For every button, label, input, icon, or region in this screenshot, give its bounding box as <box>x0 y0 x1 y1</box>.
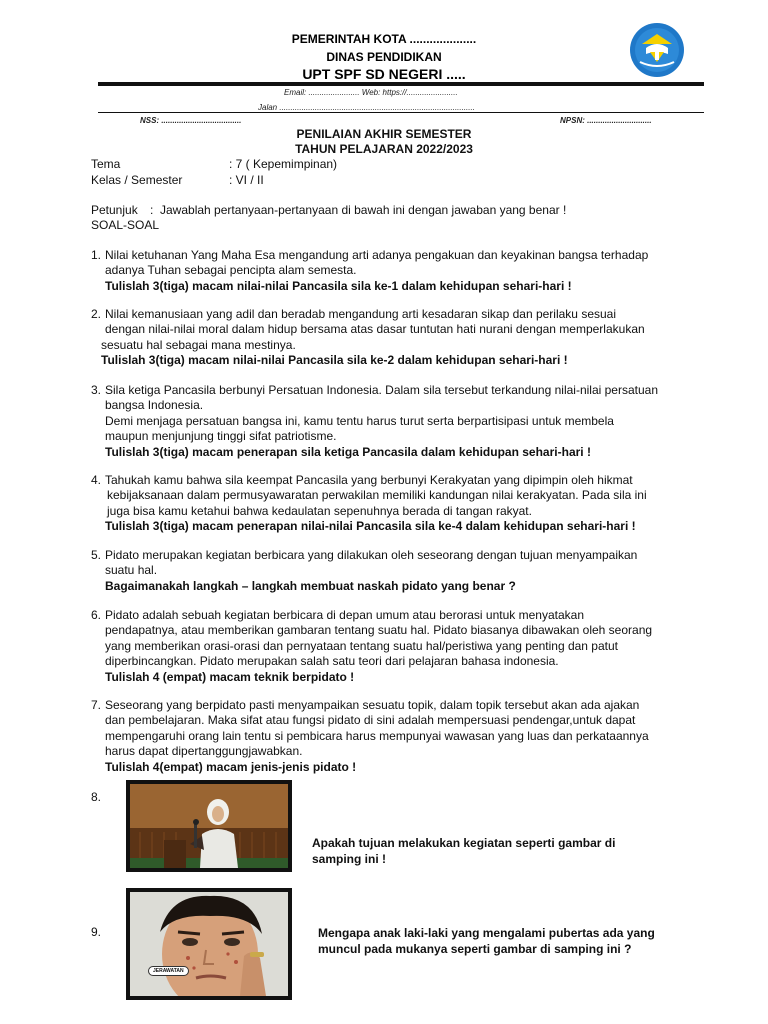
question-2 <box>91 307 691 369</box>
question-text-line: harus dapat dipertanggungjawabkan. <box>105 744 303 759</box>
question-9-line: muncul pada mukanya seperti gambar di samping ini ? <box>318 942 632 956</box>
header-email-web: Email: ....................... Web: https://....................... <box>284 88 458 97</box>
header-school: UPT SPF SD NEGERI ..... <box>302 66 466 82</box>
question-prompt: Bagaimanakah langkah – langkah membuat naskah pidato yang benar ? <box>105 578 516 593</box>
header-department: DINAS PENDIDIKAN <box>326 50 442 64</box>
question-9-line: Mengapa anak laki-laki yang mengalami pubertas ada yang <box>318 926 655 940</box>
question-number: 5. <box>91 548 102 562</box>
question-8-line: Apakah tujuan melakukan kegiatan seperti gambar di <box>312 836 616 850</box>
speech-photo-image <box>130 784 288 868</box>
question-text-line: Nilai kemanusiaan yang adil dan beradab mengandung arti kesadaran sikap dan perilaku sesuai <box>105 307 617 321</box>
section-heading: SOAL-SOAL <box>91 218 160 232</box>
question-text-line: diperbincangkan. Pidato merupakan salah satu teori dari pelajaran bahasa indonesia. <box>105 654 559 669</box>
question-prompt: Tulislah 3(tiga) macam nilai-nilai Pancasila sila ke-2 dalam kehidupan sehari-hari ! <box>101 353 568 368</box>
instructions-label: Petunjuk <box>91 203 138 217</box>
question-text-line: Sila ketiga Pancasila berbunyi Persatuan Indonesia. Dalam sila tersebut terkandung nilai-nilai persatuan <box>105 383 658 397</box>
acne-photo-container <box>130 892 288 996</box>
question-3 <box>91 383 691 460</box>
exam-title: PENILAIAN AKHIR SEMESTER <box>296 127 472 141</box>
question-text-line: Pidato adalah sebuah kegiatan berbicara di depan umum atau berorasi untuk menyatakan <box>105 608 584 622</box>
question-text-line: Nilai ketuhanan Yang Maha Esa mengandung arti adanya pengakuan dan keyakinan bangsa terhadap <box>105 248 649 262</box>
question-text-line: Demi menjaga persatuan bangsa ini, kamu tentu harus turut serta berpartisipasi untuk membela <box>105 413 614 428</box>
question-7 <box>91 698 691 775</box>
question-9-prompt <box>318 925 655 957</box>
header-divider-thick <box>98 82 704 86</box>
kelas-label: Kelas / Semester <box>91 173 183 187</box>
question-9-number: 9. <box>91 925 102 939</box>
question-8-line: samping ini ! <box>312 852 387 866</box>
question-text-line: pendapatnya, atau memberikan gambaran tentang suatu hal. Pidato biasanya dibawakan oleh seorang <box>105 623 653 638</box>
question-prompt: Tulislah 4 (empat) macam teknik berpidato ! <box>105 669 355 684</box>
question-text-line: sesuatu hal sebagai mana mestinya. <box>101 337 296 352</box>
question-8-number: 8. <box>91 790 102 804</box>
question-9-image-frame <box>126 888 292 1000</box>
acne-caption-badge: JERAWATAN <box>148 966 189 976</box>
header-government: PEMERINTAH KOTA .................... <box>291 32 477 46</box>
question-prompt: Tulislah 4(empat) macam jenis-jenis pidato ! <box>105 759 357 774</box>
question-prompt: Tulislah 3(tiga) macam penerapan nilai-nilai Pancasila sila ke-4 dalam kehidupan sehari-hari ! <box>105 519 636 534</box>
question-5 <box>91 548 691 594</box>
question-text-line: Tahukah kamu bahwa sila keempat Pancasila yang berbunyi Kerakyatan yang dipimpin oleh hikmat <box>105 473 633 487</box>
question-text-line: Seseorang yang berpidato pasti menyampaikan sesuatu topik, dalam topik tersebut akan ada ajakan <box>105 698 640 712</box>
question-number: 4. <box>91 473 102 487</box>
header-npsn: NPSN: ............................. <box>560 116 652 125</box>
question-text-line: mempengaruhi orang lain tentu si pembicara harus mempunyai wawasan yang luas dan perkataannya <box>105 728 649 743</box>
question-number: 2. <box>91 307 102 321</box>
question-number: 7. <box>91 698 102 712</box>
tema-value: : 7 ( Kepemimpinan) <box>229 157 338 171</box>
header-address: Jalan ........................................................................................ <box>258 103 475 112</box>
header-divider-thin <box>98 112 704 113</box>
question-text-line: juga bisa kamu ketahui bahwa kedaulatan sepenuhnya berada di tangan rakyat. <box>107 503 532 518</box>
question-number: 6. <box>91 608 102 622</box>
question-6 <box>91 608 691 685</box>
question-8-prompt <box>312 835 615 867</box>
exam-year: TAHUN PELAJARAN 2022/2023 <box>295 142 473 156</box>
question-text-line: suatu hal. <box>105 563 158 578</box>
kelas-value: : VI / II <box>229 173 264 187</box>
question-8-image-frame <box>126 780 292 872</box>
question-number: 3. <box>91 383 102 397</box>
header-nss: NSS: .................................... <box>140 116 242 125</box>
question-text-line: bangsa Indonesia. <box>105 398 204 413</box>
instructions-text: Jawablah pertanyaan-pertanyaan di bawah ini dengan jawaban yang benar ! <box>160 203 567 217</box>
question-text-line: dan pembelajaran. Maka sifat atau fungsi pidato di sini adalah mempersuasi pendengar,untuk dapat <box>105 713 636 728</box>
question-1 <box>91 248 691 294</box>
question-text-line: dengan nilai-nilai moral dalam hidup bersama atas dasar tuntutan hati nurani dengan memperlakukan <box>105 322 645 337</box>
question-4 <box>91 473 691 535</box>
instructions-colon: : <box>150 203 154 217</box>
tema-label: Tema <box>91 157 121 171</box>
question-text-line: kebijaksanaan dalam permusyawaratan perwakilan memiliki kandungan nilai kerakyatan. Pada sila ini <box>107 488 647 503</box>
question-text-line: Pidato merupakan kegiatan berbicara yang dilakukan oleh seseorang dengan tujuan menyampaikan <box>105 548 638 562</box>
question-text-line: adanya Tuhan sebagai pencipta alam semesta. <box>105 263 357 278</box>
question-prompt: Tulislah 3(tiga) macam penerapan sila ketiga Pancasila dalam kehidupan sehari-hari ! <box>105 444 591 459</box>
question-text-line: maupun menjunjung tinggi sifat patriotisme. <box>105 429 337 444</box>
tut-wuri-handayani-logo-icon <box>628 22 686 78</box>
question-prompt: Tulislah 3(tiga) macam nilai-nilai Pancasila sila ke-1 dalam kehidupan sehari-hari ! <box>105 278 572 293</box>
question-text-line: yang memberikan orasi-orasi dan pernyataan tentang suatu hal/peristiwa yang penting dan patut <box>105 638 618 653</box>
acne-face-image <box>130 892 288 996</box>
question-number: 1. <box>91 248 102 262</box>
